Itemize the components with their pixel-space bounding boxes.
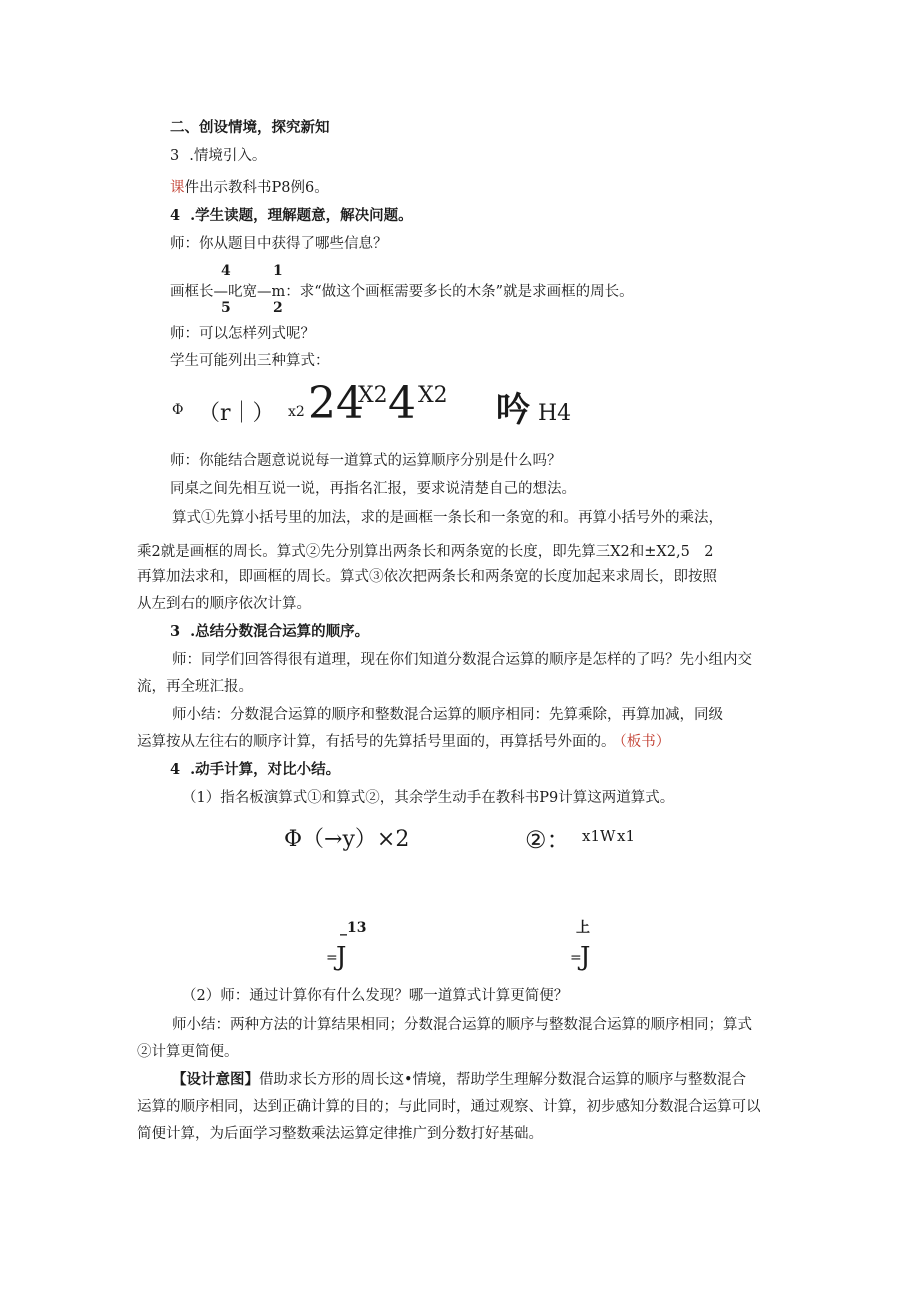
step-text: .动手计算，对比小结。 [190, 761, 341, 778]
fraction-numerator-2: 1 [273, 263, 283, 279]
explanation-line-2: 乘2就是画框的周长。算式②先分别算出两条长和两条宽的长度，即先算三X2和±X2,5 2 [137, 544, 714, 560]
section-heading: 二、创设情境，探究新知 [170, 119, 330, 136]
step-number: 3 [170, 623, 181, 640]
formula-2-term-b: x1 [617, 827, 636, 845]
pair-discussion: 同桌之间先相互说一说，再指名汇报，要求说清楚自己的想法。 [170, 481, 576, 497]
formula-2-number: 24 [308, 378, 364, 429]
teacher-summary-text: 运算按从左往右的顺序计算，有括号的先算括号里面的，再算括号外面的。 [137, 734, 616, 750]
step-number: 3 [170, 148, 180, 164]
formula-symbol-yin: 吟 [496, 390, 530, 430]
formula-1-marker: Φ [172, 402, 184, 418]
result-1-top: _13 [340, 920, 367, 936]
step-text: .学生读题，理解题意，解决问题。 [190, 207, 413, 224]
courseware-line [170, 178, 329, 198]
fraction-numerator-1: 4 [221, 263, 231, 279]
activity-item-2: （2）师：通过计算你有什么发现？哪一道算式计算更简便？ [182, 988, 569, 1004]
formula-h4: H4 [538, 401, 572, 426]
blackboard-tag: （板书） [619, 734, 671, 750]
design-intent-line-3: 简便计算，为后面学习整数乘法运算定律推广到分数打好基础。 [137, 1126, 543, 1142]
formula-1-expression: Φ（→y）×2 [284, 827, 410, 852]
formula-2-term-a: x1W [582, 827, 616, 845]
result-2-equals: = [570, 950, 582, 966]
formula-2-x2: X2 [358, 383, 388, 408]
step-3-intro [170, 146, 266, 166]
formula-2-label: ②： [525, 826, 571, 854]
explanation-line-4: 从左到右的顺序依次计算。 [137, 596, 311, 612]
explanation-line-3: 再算加法求和，即画框的周长。算式③依次把两条长和两条宽的长度加起来求周长，即按照 [137, 569, 717, 585]
student-formulas-intro: 学生可能列出三种算式： [170, 353, 330, 369]
result-2-top: 上 [576, 920, 590, 936]
courseware-text: 件出示教科书P8例6。 [184, 180, 329, 196]
fraction-denominator-1: 5 [221, 300, 231, 316]
formula-1-x2: x2 [288, 404, 305, 420]
teacher-summary-line-1: 师小结：分数混合运算的顺序和整数混合运算的顺序相同：先算乘除，再算加减，同级 [172, 707, 723, 723]
teacher-question-order: 师：你能结合题意说说每一道算式的运算顺序分别是什么吗？ [170, 453, 562, 469]
step-number: 4 [170, 761, 181, 778]
formula-3-x2: X2 [418, 383, 448, 408]
teacher-summary-line-2 [137, 732, 670, 752]
teacher-question-info: 师：你从题目中获得了哪些信息？ [170, 236, 388, 252]
step-3-summary [170, 622, 369, 642]
formula-1-bracket: （r｜） [198, 401, 275, 426]
step-4-read [170, 206, 413, 226]
activity-item-1: （1）指名板演算式①和算式②，其余学生动手在教科书P9计算这两道算式。 [182, 790, 675, 806]
step-text: .情境引入。 [189, 148, 267, 164]
design-intent-line-1 [172, 1070, 746, 1090]
explanation-line-1: 算式①先算小括号里的加法，求的是画框一条长和一条宽的和。再算小括号外的乘法， [172, 510, 723, 526]
design-intent-text: 借助求长方形的周长这•情境，帮助学生理解分数混合运算的顺序与整数混合 [259, 1072, 747, 1088]
design-intent-label: 【设计意图】 [172, 1071, 259, 1088]
teacher-conclusion-line-1: 师小结：两种方法的计算结果相同；分数混合运算的顺序与整数混合运算的顺序相同；算式 [172, 1017, 752, 1033]
step-text: .总结分数混合运算的顺序。 [190, 623, 370, 640]
fraction-denominator-2: 2 [273, 300, 283, 316]
design-intent-line-2: 运算的顺序相同，达到正确计算的目的；与此同时，通过观察、计算，初步感知分数混合运算可以 [137, 1099, 761, 1115]
teacher-question-formula: 师：可以怎样列式呢？ [170, 326, 315, 342]
step-4-calc [170, 760, 340, 780]
result-1-value: J [336, 942, 347, 972]
courseware-red-char: 课 [170, 180, 185, 196]
step-number: 4 [170, 207, 181, 224]
teacher-prompt-line-2: 流，再全班汇报。 [137, 679, 253, 695]
result-1-equals: = [326, 950, 338, 966]
teacher-prompt-line-1: 师：同学们回答得很有道理，现在你们知道分数混合运算的顺序是怎样的了吗？先小组内交 [172, 652, 752, 668]
result-2-value: J [580, 942, 591, 972]
formula-3-number: 4 [388, 378, 416, 429]
info-line: 画框长—叱宽—m：求“做这个画框需要多长的木条”就是求画框的周长。 [170, 284, 634, 300]
formula-row-2 [284, 824, 664, 864]
teacher-conclusion-line-2: ②计算更简便。 [137, 1044, 239, 1060]
